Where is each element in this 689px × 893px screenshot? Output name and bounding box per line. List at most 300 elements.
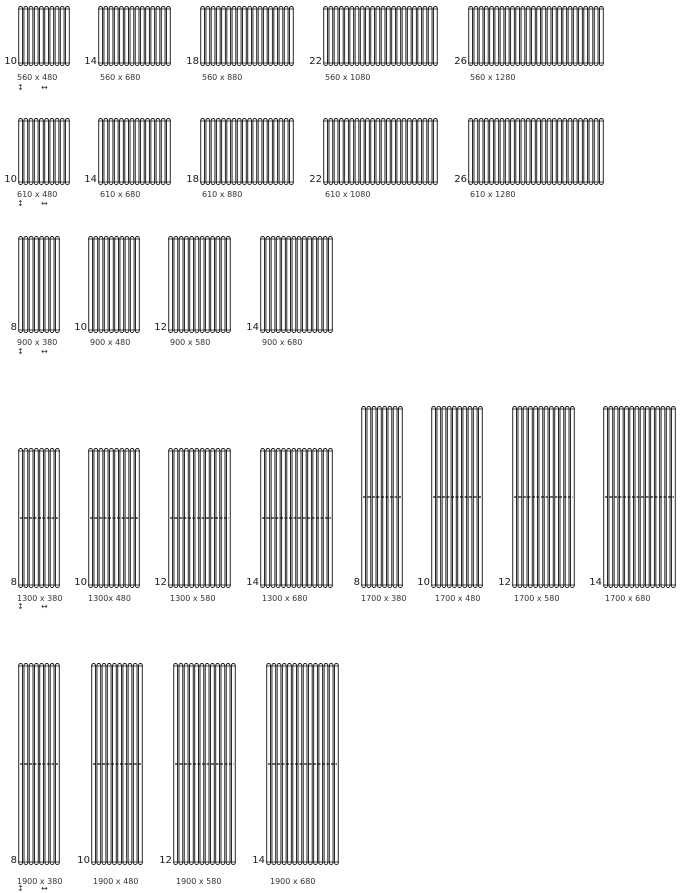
- radiator-tubes-svg: [361, 406, 403, 588]
- radiator-tube: [109, 119, 113, 185]
- radiator-tube: [290, 119, 294, 185]
- radiator-tube: [558, 119, 562, 185]
- radiator-tubes-svg: [468, 118, 604, 185]
- radiator-tubes-svg: [18, 236, 60, 333]
- radiator-tube: [526, 7, 530, 66]
- radiator-tube: [232, 119, 236, 185]
- radiator-figure: [603, 406, 676, 588]
- radiator-tube: [266, 237, 270, 333]
- radiator-tube: [269, 119, 273, 185]
- height-arrow-icon: ↕: [17, 83, 24, 92]
- tube-count-label: 22: [309, 56, 322, 67]
- size-label: 900 x 580: [170, 338, 211, 347]
- size-label: 1300 x 580: [170, 594, 216, 603]
- radiator-tube: [161, 119, 165, 185]
- radiator-tube: [201, 119, 205, 185]
- radiator-tube: [413, 7, 417, 66]
- radiator-tube: [34, 237, 38, 333]
- radiator-tubes-svg: [260, 236, 333, 333]
- size-label: 560 x 480: [17, 73, 58, 82]
- height-arrow-icon: ↕: [17, 884, 24, 893]
- radiator-tube: [516, 7, 520, 66]
- radiator-tube: [130, 7, 134, 66]
- radiator-tube: [526, 119, 530, 185]
- radiator-tube: [125, 7, 129, 66]
- radiator-tubes-svg: [323, 118, 438, 185]
- size-label: 610 x 480: [17, 190, 58, 199]
- radiator-tubes-svg: [468, 6, 604, 66]
- radiator-tube: [366, 119, 370, 185]
- radiator-tube: [500, 7, 504, 66]
- radiator-tube: [418, 7, 422, 66]
- radiator-tube: [594, 7, 598, 66]
- radiator-tube: [532, 7, 536, 66]
- radiator-tube: [40, 7, 44, 66]
- size-label: 1300 x 680: [262, 594, 308, 603]
- radiator-tube: [521, 119, 525, 185]
- radiator-tube: [279, 7, 283, 66]
- radiator-figure: [323, 118, 438, 185]
- radiator-figure: [88, 448, 140, 588]
- radiator-figure: [512, 406, 575, 588]
- radiator-figure: [18, 448, 60, 588]
- radiator-tube: [313, 237, 317, 333]
- radiator-tube: [55, 237, 59, 333]
- radiator-tube: [55, 7, 59, 66]
- radiator-tube: [479, 7, 483, 66]
- radiator-tube: [216, 237, 220, 333]
- radiator-tube: [34, 119, 38, 185]
- radiator-tubes-svg: [200, 118, 294, 185]
- radiator-tube: [376, 7, 380, 66]
- radiator-tube: [125, 237, 129, 333]
- radiator-figure: [18, 6, 70, 66]
- radiator-tube: [140, 7, 144, 66]
- tube-count-label: 8: [353, 577, 360, 588]
- radiator-tube: [66, 119, 70, 185]
- tube-count-label: 18: [186, 56, 199, 67]
- radiator-tube: [552, 7, 556, 66]
- radiator-tube: [547, 119, 551, 185]
- radiator-tube: [490, 7, 494, 66]
- radiator-tube: [345, 7, 349, 66]
- radiator-tube: [495, 7, 499, 66]
- radiator-tube: [115, 237, 119, 333]
- size-label: 610 x 1280: [470, 190, 516, 199]
- radiator-tube: [216, 7, 220, 66]
- radiator-tube: [195, 237, 199, 333]
- radiator-tube: [50, 7, 54, 66]
- radiator-tube: [104, 237, 108, 333]
- tube-count-label: 10: [4, 174, 17, 185]
- radiator-tube: [274, 7, 278, 66]
- radiator-tube: [397, 7, 401, 66]
- radiator-tubes-svg: [18, 448, 60, 588]
- radiator-tube: [469, 119, 473, 185]
- radiator-tube: [324, 7, 328, 66]
- radiator-figure: [88, 236, 140, 333]
- radiator-tube: [434, 7, 438, 66]
- tube-count-label: 10: [417, 577, 430, 588]
- radiator-tube: [573, 7, 577, 66]
- size-label: 900 x 680: [262, 338, 303, 347]
- radiator-tube: [505, 119, 509, 185]
- tube-count-label: 10: [74, 322, 87, 333]
- radiator-tube: [360, 7, 364, 66]
- radiator-tube: [563, 119, 567, 185]
- radiator-tube: [371, 119, 375, 185]
- radiator-tube: [511, 119, 515, 185]
- radiator-tube: [355, 7, 359, 66]
- radiator-tube: [211, 119, 215, 185]
- radiator-tube: [584, 119, 588, 185]
- tube-count-label: 10: [77, 855, 90, 866]
- radiator-figure: [431, 406, 483, 588]
- size-label: 1900 x 580: [176, 877, 222, 886]
- radiator-tube: [29, 7, 33, 66]
- width-arrow-icon: ↔: [41, 884, 48, 893]
- radiator-tube: [579, 119, 583, 185]
- radiator-tube: [490, 119, 494, 185]
- radiator-tube: [45, 237, 49, 333]
- radiator-tubes-svg: [98, 118, 171, 185]
- size-label: 1300 x 380: [17, 594, 63, 603]
- radiator-tube: [287, 237, 291, 333]
- radiator-tube: [495, 119, 499, 185]
- size-label: 900 x 380: [17, 338, 58, 347]
- radiator-tube: [397, 119, 401, 185]
- radiator-tube: [211, 7, 215, 66]
- radiator-tube: [570, 407, 574, 588]
- radiator-tube: [269, 7, 273, 66]
- radiator-tube: [201, 7, 205, 66]
- radiator-tube: [221, 237, 225, 333]
- radiator-tube: [135, 119, 139, 185]
- radiator-tube: [474, 119, 478, 185]
- radiator-tube: [146, 119, 150, 185]
- radiator-tube: [104, 119, 108, 185]
- radiator-figure: [260, 236, 333, 333]
- radiator-tube: [386, 119, 390, 185]
- radiator-tube: [579, 7, 583, 66]
- radiator-tube: [136, 237, 140, 333]
- radiator-tube: [156, 7, 160, 66]
- tube-count-label: 12: [154, 577, 167, 588]
- radiator-tubes-svg: [98, 6, 171, 66]
- radiator-tube: [500, 119, 504, 185]
- tube-count-label: 12: [154, 322, 167, 333]
- radiator-figure: [18, 118, 70, 185]
- radiator-tube: [407, 119, 411, 185]
- radiator-tube: [110, 237, 114, 333]
- radiator-tube: [200, 237, 204, 333]
- radiator-tube: [60, 119, 64, 185]
- radiator-tubes-svg: [168, 448, 231, 588]
- radiator-tubes-svg: [18, 6, 70, 66]
- radiator-tube: [24, 7, 28, 66]
- radiator-tube: [184, 237, 188, 333]
- radiator-tube: [423, 119, 427, 185]
- radiator-tube: [563, 7, 567, 66]
- radiator-tube: [542, 7, 546, 66]
- radiator-figure: [168, 236, 231, 333]
- tube-count-label: 14: [246, 577, 259, 588]
- radiator-tube: [568, 7, 572, 66]
- radiator-tube: [279, 119, 283, 185]
- width-arrow-icon: ↔: [41, 83, 48, 92]
- radiator-tube: [423, 7, 427, 66]
- radiator-tube: [324, 119, 328, 185]
- radiator-figure: [260, 448, 333, 588]
- radiator-tube: [318, 237, 322, 333]
- radiator-tube: [284, 119, 288, 185]
- radiator-tube: [276, 237, 280, 333]
- radiator-figure: [18, 236, 60, 333]
- radiator-tubes-svg: [266, 663, 339, 865]
- radiator-tube: [243, 119, 247, 185]
- size-label: 1300x 480: [88, 594, 131, 603]
- width-arrow-icon: ↔: [41, 199, 48, 208]
- tube-count-label: 14: [84, 56, 97, 67]
- radiator-tube: [290, 7, 294, 66]
- radiator-tube: [89, 237, 93, 333]
- radiator-tube: [190, 237, 194, 333]
- size-label: 610 x 880: [202, 190, 243, 199]
- radiator-tube: [104, 7, 108, 66]
- radiator-tube: [284, 7, 288, 66]
- radiator-tube: [413, 119, 417, 185]
- radiator-tube: [226, 449, 230, 588]
- radiator-figure: [361, 406, 403, 588]
- radiator-tube: [282, 237, 286, 333]
- radiator-tube: [434, 119, 438, 185]
- radiator-tube: [297, 237, 301, 333]
- radiator-tube: [253, 119, 257, 185]
- radiator-tube: [308, 237, 312, 333]
- radiator-tube: [109, 7, 113, 66]
- radiator-tubes-svg: [200, 6, 294, 66]
- tube-count-label: 22: [309, 174, 322, 185]
- radiator-tube: [263, 119, 267, 185]
- radiator-tube: [542, 119, 546, 185]
- radiator-figure: [98, 118, 171, 185]
- radiator-tube: [169, 237, 173, 333]
- radiator-tube: [211, 237, 215, 333]
- radiator-tubes-svg: [18, 118, 70, 185]
- radiator-tube: [329, 119, 333, 185]
- radiator-tube: [232, 7, 236, 66]
- radiator-tube: [428, 119, 432, 185]
- tube-count-label: 26: [454, 174, 467, 185]
- radiator-figure: [266, 663, 339, 865]
- radiator-tube: [547, 7, 551, 66]
- radiator-tube: [418, 119, 422, 185]
- radiator-tube: [386, 7, 390, 66]
- radiator-tube: [428, 7, 432, 66]
- radiator-tube: [474, 7, 478, 66]
- tube-count-label: 12: [498, 577, 511, 588]
- radiator-tubes-svg: [173, 663, 236, 865]
- radiator-tube: [125, 119, 129, 185]
- radiator-tube: [248, 7, 252, 66]
- height-arrow-icon: ↕: [17, 347, 24, 356]
- radiator-tube: [222, 7, 226, 66]
- size-label: 900 x 480: [90, 338, 131, 347]
- radiator-figure: [200, 6, 294, 66]
- radiator-figure: [323, 6, 438, 66]
- radiator-tubes-svg: [168, 236, 231, 333]
- radiator-tube: [584, 7, 588, 66]
- radiator-figure: [91, 663, 143, 865]
- radiator-tube: [29, 237, 33, 333]
- radiator-tube: [261, 237, 265, 333]
- size-label: 560 x 1080: [325, 73, 371, 82]
- radiator-tube: [161, 7, 165, 66]
- radiator-tubes-svg: [18, 663, 60, 865]
- radiator-tube: [537, 119, 541, 185]
- radiator-tube: [206, 119, 210, 185]
- width-arrow-icon: ↔: [41, 602, 48, 611]
- radiator-tube: [151, 119, 155, 185]
- radiator-tube: [231, 664, 235, 865]
- radiator-tube: [130, 237, 134, 333]
- radiator-tube: [484, 7, 488, 66]
- tube-count-label: 14: [589, 577, 602, 588]
- radiator-tube: [339, 119, 343, 185]
- radiator-tube: [179, 237, 183, 333]
- radiator-tube: [469, 7, 473, 66]
- radiator-tube: [350, 119, 354, 185]
- radiator-tubes-svg: [431, 406, 483, 588]
- radiator-tubes-svg: [260, 448, 333, 588]
- radiator-tube: [350, 7, 354, 66]
- radiator-tube: [237, 119, 241, 185]
- size-label: 1700 x 480: [435, 594, 481, 603]
- radiator-tube: [55, 119, 59, 185]
- radiator-tube: [114, 119, 118, 185]
- radiator-tube: [589, 7, 593, 66]
- radiator-figure: [468, 6, 604, 66]
- radiator-figure: [468, 118, 604, 185]
- radiator-tubes-svg: [323, 6, 438, 66]
- radiator-tube: [479, 119, 483, 185]
- radiator-tube: [227, 119, 231, 185]
- radiator-figure: [98, 6, 171, 66]
- size-label: 1900 x 480: [93, 877, 139, 886]
- radiator-tube: [243, 7, 247, 66]
- radiator-tube: [402, 7, 406, 66]
- radiator-tube: [274, 119, 278, 185]
- radiator-tube: [271, 237, 275, 333]
- tube-count-label: 10: [74, 577, 87, 588]
- radiator-tubes-svg: [88, 236, 140, 333]
- radiator-tube: [258, 7, 262, 66]
- radiator-tube: [558, 7, 562, 66]
- size-label: 1700 x 680: [605, 594, 651, 603]
- size-label: 610 x 1080: [325, 190, 371, 199]
- radiator-tube: [140, 119, 144, 185]
- radiator-tube: [99, 237, 103, 333]
- radiator-tube: [167, 7, 171, 66]
- radiator-tube: [135, 7, 139, 66]
- radiator-tube: [263, 7, 267, 66]
- height-arrow-icon: ↕: [17, 602, 24, 611]
- radiator-tube: [589, 119, 593, 185]
- radiator-tube: [366, 7, 370, 66]
- radiator-tube: [407, 7, 411, 66]
- radiator-tube: [206, 7, 210, 66]
- radiator-tube: [120, 119, 124, 185]
- radiator-tube: [120, 237, 124, 333]
- radiator-tube: [371, 7, 375, 66]
- tube-count-label: 10: [4, 56, 17, 67]
- radiator-tube: [227, 7, 231, 66]
- radiator-tube: [334, 119, 338, 185]
- radiator-tube: [99, 7, 103, 66]
- radiator-tube: [156, 119, 160, 185]
- radiator-tube: [339, 7, 343, 66]
- radiator-tube: [50, 119, 54, 185]
- radiator-tube: [130, 119, 134, 185]
- radiator-tube: [521, 7, 525, 66]
- radiator-tube: [600, 7, 604, 66]
- radiator-tube: [484, 119, 488, 185]
- radiator-tube: [167, 119, 171, 185]
- radiator-tube: [99, 119, 103, 185]
- radiator-tube: [381, 7, 385, 66]
- tube-count-label: 8: [10, 577, 17, 588]
- radiator-tube: [568, 119, 572, 185]
- radiator-tube: [151, 7, 155, 66]
- radiator-tube: [376, 119, 380, 185]
- radiator-tube: [222, 119, 226, 185]
- radiator-tube: [329, 7, 333, 66]
- radiator-tube: [334, 7, 338, 66]
- tube-count-label: 12: [159, 855, 172, 866]
- size-label: 1700 x 380: [361, 594, 407, 603]
- tube-count-label: 14: [252, 855, 265, 866]
- tube-count-label: 26: [454, 56, 467, 67]
- radiator-tubes-svg: [603, 406, 676, 588]
- radiator-tube: [511, 7, 515, 66]
- size-label: 560 x 680: [100, 73, 141, 82]
- radiator-tube: [552, 119, 556, 185]
- radiator-tube: [323, 237, 327, 333]
- radiator-tube: [226, 237, 230, 333]
- radiator-tube: [532, 119, 536, 185]
- radiator-tube: [120, 7, 124, 66]
- radiator-figure: [168, 448, 231, 588]
- radiator-tube: [66, 7, 70, 66]
- width-arrow-icon: ↔: [41, 347, 48, 356]
- height-arrow-icon: ↕: [17, 199, 24, 208]
- radiator-tube: [205, 237, 209, 333]
- radiator-tube: [292, 237, 296, 333]
- size-label: 1700 x 580: [514, 594, 560, 603]
- radiator-tube: [253, 7, 257, 66]
- radiator-tube: [29, 119, 33, 185]
- radiator-tube: [381, 119, 385, 185]
- radiator-figure: [18, 663, 60, 865]
- radiator-tube: [114, 7, 118, 66]
- radiator-tube: [392, 7, 396, 66]
- radiator-tube: [237, 7, 241, 66]
- size-label: 1900 x 680: [270, 877, 316, 886]
- radiator-tube: [360, 119, 364, 185]
- size-label: 610 x 680: [100, 190, 141, 199]
- tube-count-label: 14: [246, 322, 259, 333]
- radiator-tube: [40, 237, 44, 333]
